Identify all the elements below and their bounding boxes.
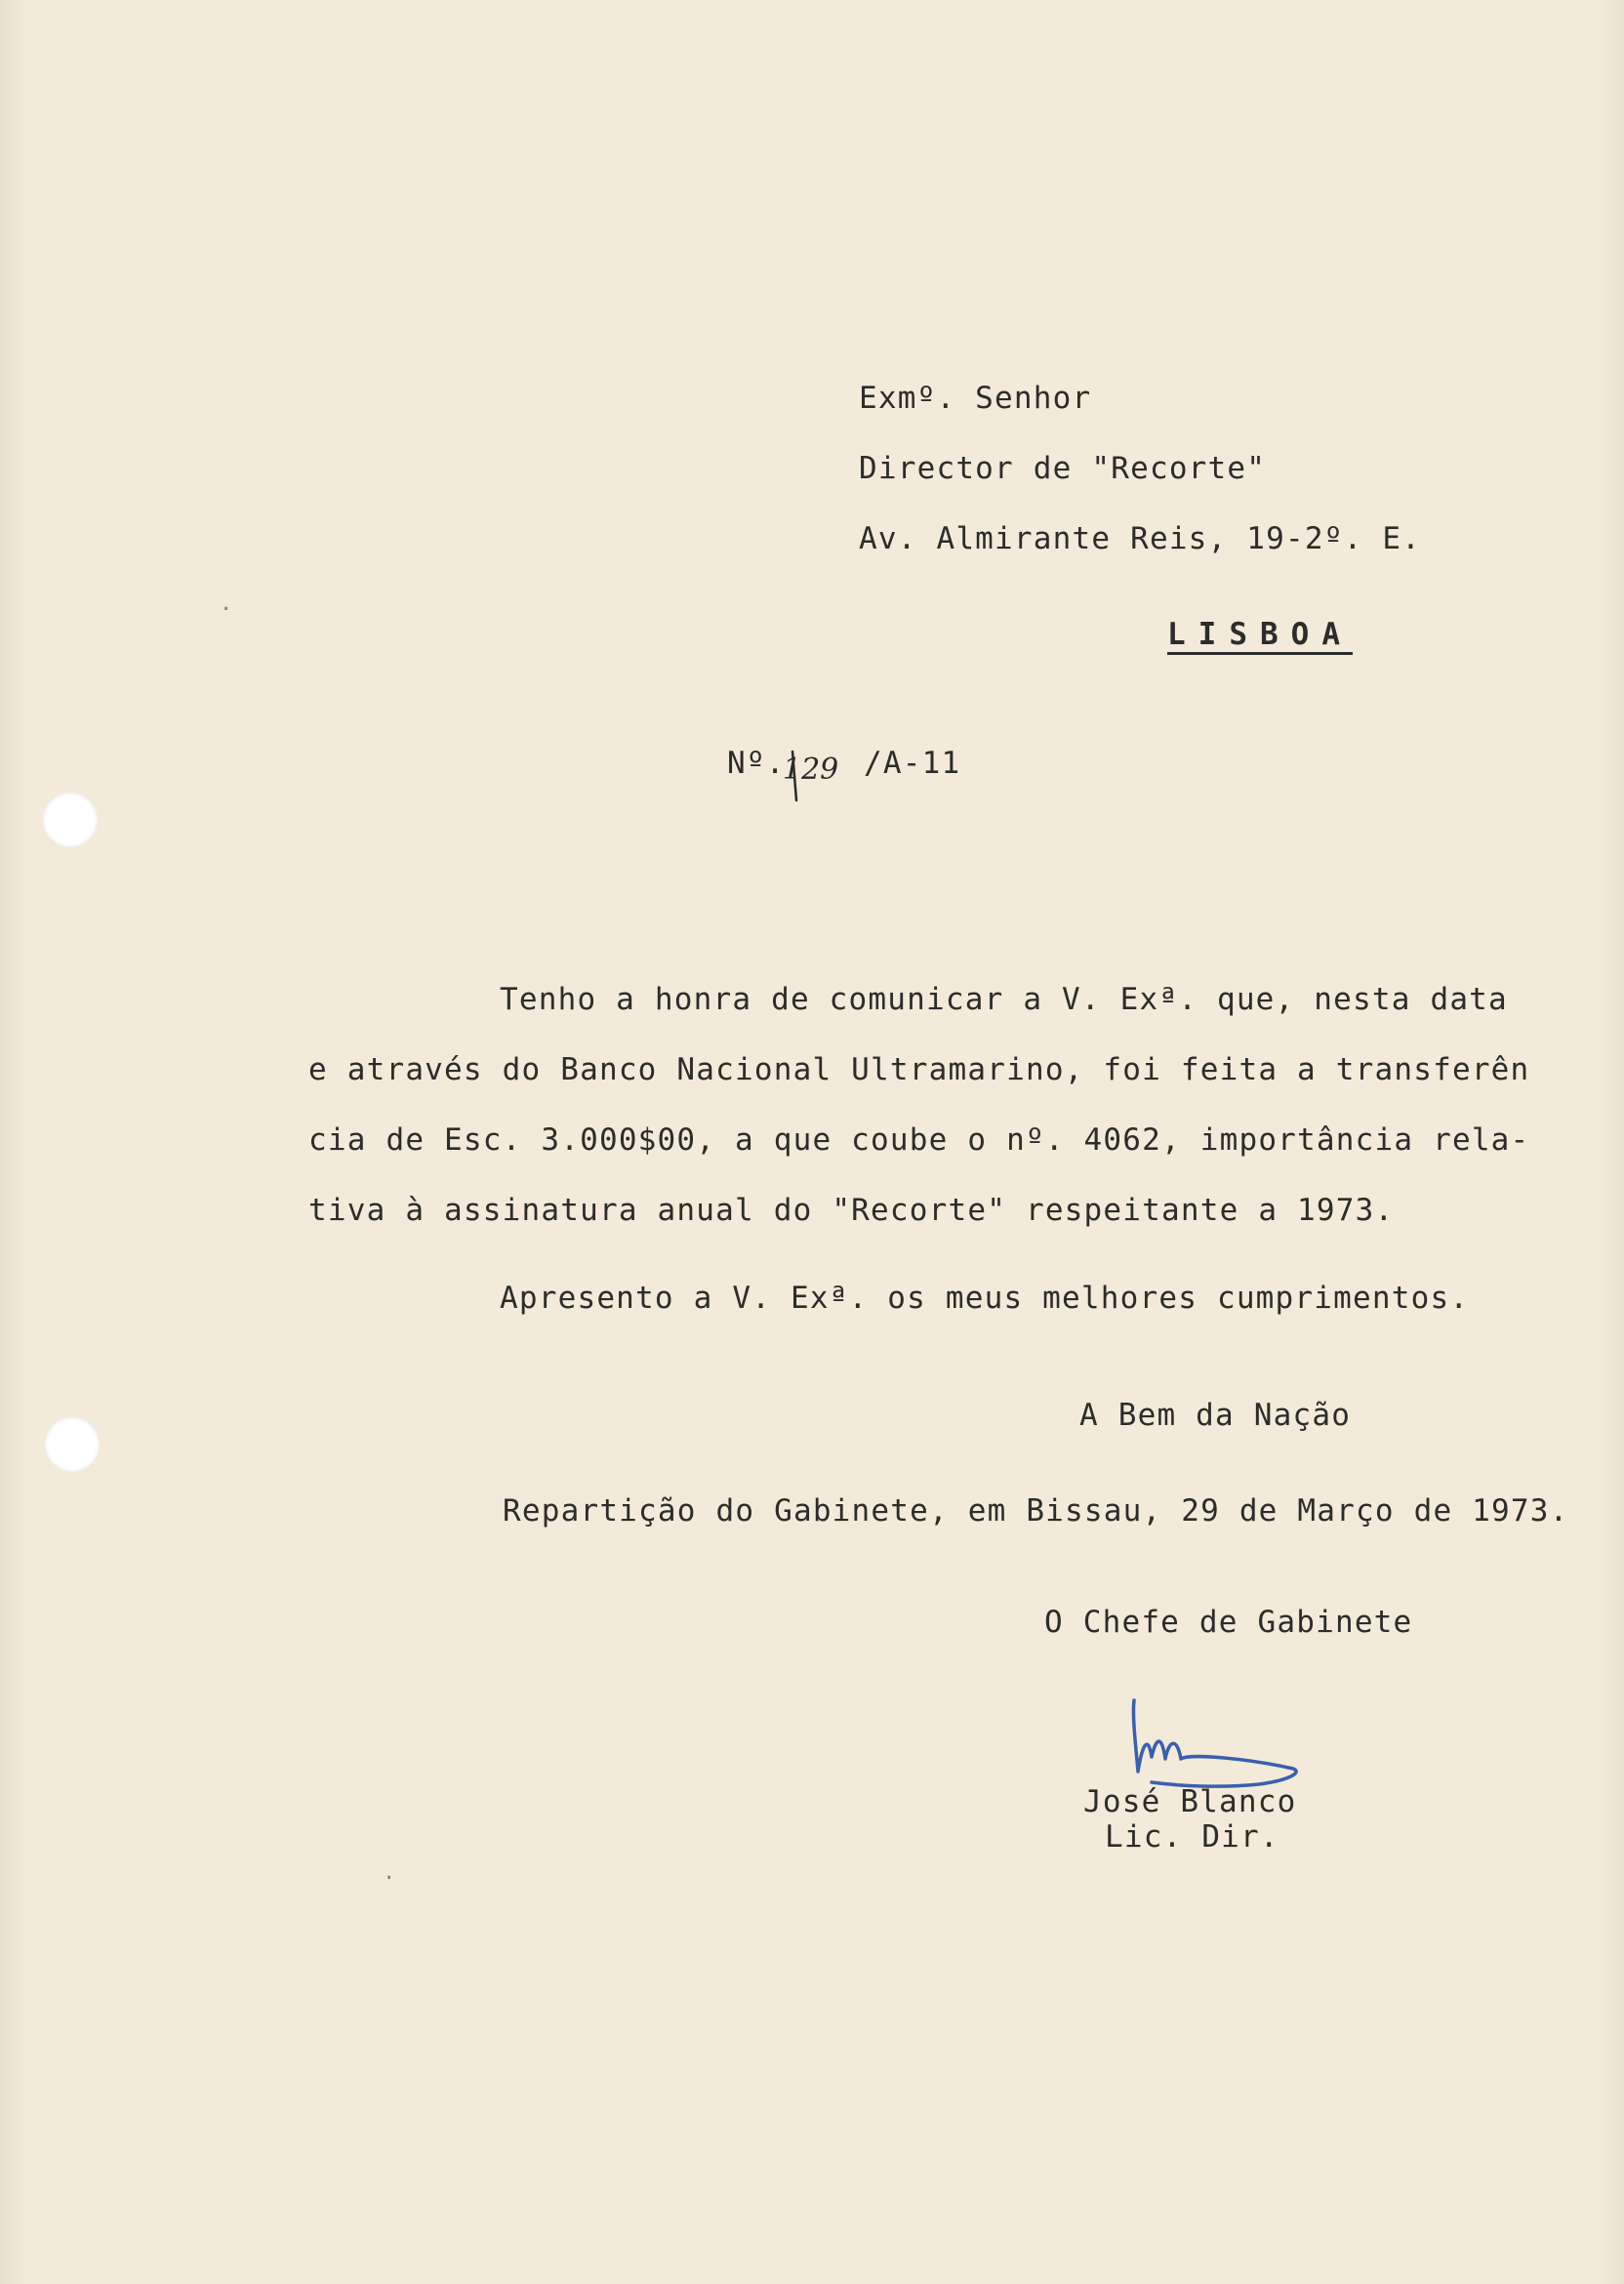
paper-edge-right (1603, 0, 1624, 2284)
body-line-2: e através do Banco Nacional Ultramarino, foi feita a transferên (308, 1052, 1530, 1087)
signatory-role: O Chefe de Gabinete (1044, 1605, 1413, 1640)
punch-hole-bottom (45, 1417, 100, 1472)
body-closing: Apresento a V. Exª. os meus melhores cumprimentos. (500, 1281, 1470, 1316)
paper-speck: · (220, 597, 233, 622)
reference-prefix: Nº. (727, 746, 786, 781)
recipient-title: Director de "Recorte" (859, 451, 1267, 486)
reference-suffix: /A-11 (864, 746, 961, 781)
signatory-credential: Lic. Dir. (1105, 1819, 1279, 1855)
paper-edge-left (0, 0, 25, 2284)
recipient-salutation: Exmº. Senhor (859, 381, 1092, 416)
signatory-name: José Blanco (1083, 1784, 1297, 1819)
recipient-city: LISBOA (1167, 617, 1353, 652)
body-line-4: tiva à assinatura anual do "Recorte" respeitante a 1973. (308, 1193, 1395, 1228)
recipient-address: Av. Almirante Reis, 19-2º. E. (859, 521, 1422, 556)
valediction: A Bem da Nação (1079, 1398, 1352, 1433)
body-line-1: Tenho a honra de comunicar a V. Exª. que, nesta data (500, 982, 1508, 1017)
punch-hole-top (43, 793, 98, 847)
place-date: Repartição do Gabinete, em Bissau, 29 de Março de 1973. (503, 1493, 1569, 1529)
paper-speck: · (383, 1866, 396, 1891)
handwritten-reference-number (781, 740, 849, 808)
body-line-3: cia de Esc. 3.000$00, a que coube o nº. 4062, importância rela- (308, 1122, 1530, 1158)
svg-text:129: 129 (783, 753, 839, 787)
